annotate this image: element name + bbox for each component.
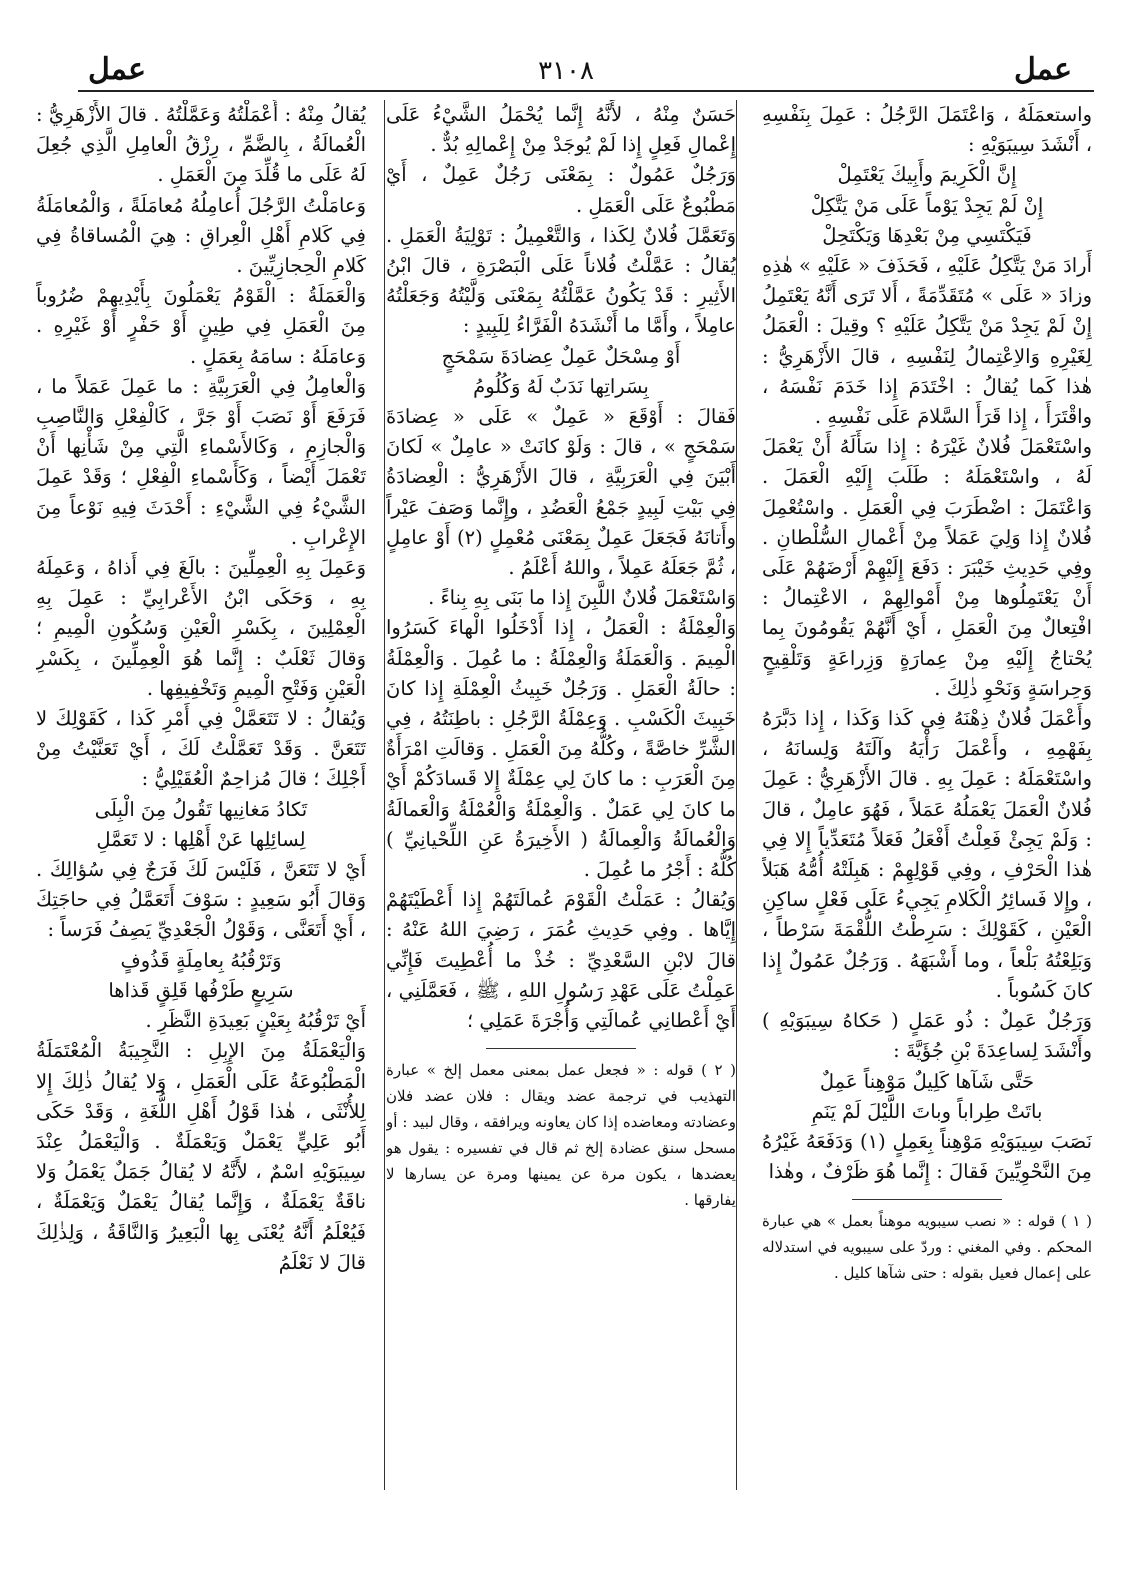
entry-paragraph: أَيْ لا تَتَعَنَّ ، فَلَيْسَ لَكَ فَرَجٌ فِي سُؤالِكَ . وَقالَ أَبُو سَعِيدٍ : سَوْفَ أَتَعَمَّلُ فِي حاجَتِكَ ، أَيْ أَتَعَنَّى ، وَقَوْلُ الْجَعْدِيِّ يَصِفُ فَرَساً : <box>36 858 366 942</box>
column-left <box>36 100 366 1500</box>
entry-paragraph: وَاسْتَعْمَلَ فُلانٌ اللَّبِنَ إِذا ما بَنَى بِهِ بِناءً . <box>428 586 736 610</box>
column-separator <box>384 100 385 1490</box>
running-head-left: عمل <box>88 52 146 87</box>
running-head-right: عمل <box>1014 52 1072 87</box>
entry-paragraph: وَتَعَمَّلَ فُلانٌ لِكَذا ، وَالتَّعْمِيلُ : تَوْلِيَةُ الْعَمَلِ . يُقالُ : عَمَّلْتُ فُلاناً عَلَى الْبَصْرَةِ ، قالَ ابْنُ الأَثِيرِ : قَدْ يَكُونُ عَمَّلْتُهُ بِمَعْنَى وَلَّيْتُهُ وَجَعَلْتُهُ عامِلاً ، وأَمَّا ما أَنْشَدَهُ الْفَرَّاءُ لِلَبِيدٍ : <box>386 223 736 338</box>
entry-paragraph: أَيْ تَرْقُبُهُ بِعَيْنٍ بَعِيدَةِ النَّظَرِ . <box>145 1009 366 1033</box>
column-right <box>762 100 1092 1500</box>
entry-paragraph: وَعامَلْتُ الرَّجُلَ أُعامِلُهُ مُعامَلَةً ، وَالْمُعامَلَةُ فِي كَلامِ أَهْلِ الْعِراقِ : هِيَ الْمُساقاةُ فِي كَلامِ الْحِجازِيِّينَ . <box>36 193 366 278</box>
verse-line: إِنْ لَمْ يَجِدْ يَوْماً عَلَى مَنْ يَتَّكِلْ <box>810 193 1044 217</box>
footnote: ( ١ ) قوله : « نصب سيبويه موهناً بعمل » هي عبارة المحكم . وفي المغني : وردّ على سيبويه في استدلاله على إعمال فعيل بقوله : حتى شآها كليل . <box>762 1212 1092 1283</box>
entry-paragraph: حَسَنٌ مِنْهُ ، لأَنَّهُ إِنَّما يُحْمَلُ الشَّيْءُ عَلَى إِعْمالِ فَعِلٍ إِذا لَمْ يُوجَدْ مِنْ إِعْمالِهِ بُدٌّ . <box>386 103 736 157</box>
entry-paragraph: واستعمَلَهُ ، وَاعْتَمَلَ الرَّجُلُ : عَمِلَ بِنَفْسِهِ ، أَنْشَدَ سِيبَوَيْهِ : <box>762 103 1092 157</box>
footnote-rule <box>486 1048 636 1049</box>
footnote: ( ٢ ) قوله : « فجعل عمل بمعنى معمل إلخ » عبارة التهذيب في ترجمة عضد ويقال : فلان عضد فلان وعضادته ومعاضده إذا كان يعاونه ويرافقه ، وقال لبيد : أو مسحل سنق عضادة إلخ ثم قال في تفسيره : يقول هو يعضدها ، يكون مرة عن يمينها ومرة عن يسارها لا يفارقها . <box>386 1061 736 1210</box>
entry-paragraph: وَالْعَمَلَةُ : الْقَوْمُ يَعْمَلُونَ بِأَيْدِيهِمْ ضُرُوباً مِنَ الْعَمَلِ فِي طِينٍ أَوْ حَفْرٍ أَوْ غَيْرِهِ . وَعامَلَهُ : سامَهُ بِعَمَلٍ . <box>36 284 366 368</box>
entry-paragraph: وَالْعامِلُ فِي الْعَرَبِيَّةِ : ما عَمِلَ عَمَلاً ما ، فَرَفَعَ أَوْ نَصَبَ أَوْ جَرَّ ، كَالْفِعْلِ وَالنَّاصِبِ وَالْجازِمِ ، وَكَالأَسْماءِ الَّتِي مِنْ شَأْنِها أَنْ تَعْمَلَ أَيْضاً ، وَكَأَسْماءِ الْفِعْلِ ؛ وَقَدْ عَمِلَ الشَّيْءُ فِي الشَّيْءِ : أَحْدَثَ فِيهِ نَوْعاً مِنَ الإِعْرابِ . <box>36 374 366 549</box>
verse-line: أَوْ مِسْحَلٌ عَمِلٌ عِضادَةَ سَمْحَجٍ <box>441 344 681 368</box>
verse-line: تَكادُ مَغانِيها تَقُولُ مِنَ الْبِلَى <box>94 797 308 821</box>
verse-line: إِنَّ الْكَرِيمَ وأَبِيكَ يَعْتَمِلْ <box>837 163 1017 187</box>
entry-paragraph: يُقالُ مِنْهُ : أَعْمَلْتُهُ وَعَمَّلْتُهُ . قالَ الأَزْهَرِيُّ : الْعُمالَةُ ، بِالضَّمِّ ، رِزْقُ الْعامِلِ الَّذِي جُعِلَ لَهُ عَلَى ما قُلِّدَ مِنَ الْعَمَلِ . <box>36 103 366 187</box>
verse-line: لِسائِلِها عَنْ أَهْلِها : لا تَعَمَّلِ <box>96 827 306 851</box>
verse-line: وَتَرْقُبُهُ بِعامِلَةٍ قَذُوفٍ <box>120 948 282 972</box>
column-middle <box>386 100 736 1500</box>
entry-paragraph: وَعَمِلَ بِهِ الْعِمِلِّينَ : بالَغَ فِي أَذاهُ ، وَعَمِلَهُ بِهِ ، وَحَكَى ابْنُ الأَعْرابِيِّ : عَمِلَ بِهِ الْعِمْلِينَ ، بِكَسْرِ الْعَيْنِ وَسُكُونِ الْمِيمِ ؛ وَقالَ ثَعْلَبٌ : إِنَّما هُوَ الْعِمِلِّينَ ، بِكَسْرِ الْعَيْنِ وَفَتْحِ الْمِيمِ وَتَخْفِيفِها . <box>36 556 366 700</box>
column-separator <box>736 100 737 1490</box>
verse-line: فَيَكْتَسِي مِنْ بَعْدِهَا وَيَكْتَحِلْ <box>822 223 1032 247</box>
entry-paragraph: فَقالَ : أَوْقَعَ « عَمِلٌ » عَلَى « عِضادَةَ سَمْحَجٍ » ، قالَ : وَلَوْ كانَتْ « عامِلٌ » لَكانَ أَبْيَنَ فِي الْعَرَبِيَّةِ ، قالَ الأَزْهَرِيُّ : الْعِضادَةُ فِي بَيْتِ لَبِيدٍ جَمْعُ الْعَضُدِ ، وإِنَّما وَصَفَ عَيْراً وأَتانَهُ فَجَعَلَ عَمِلٌ بِمَعْنَى مُعْمِلٍ (٢) أَوْ عامِلٍ ، ثُمَّ جَعَلَهُ عَمِلاً ، واللهُ أَعْلَمُ . <box>386 405 736 580</box>
header-rule <box>78 90 1094 92</box>
entry-paragraph: وَيُقالُ : لا تَتَعَمَّلْ فِي أَمْرِ كَذا ، كَقَوْلِكَ لا تَتَعَنَّ . وَقَدْ تَعَمَّلْتُ لَكَ ، أَيْ تَعَنَّيْتُ مِنْ أَجْلِكَ ؛ قالَ مُزاحِمٌ الْعُقَيْلِيُّ : <box>36 707 366 791</box>
entry-paragraph: أَرادَ مَنْ يَتَّكِلُ عَلَيْهِ ، فَحَذَفَ « عَلَيْهِ » هٰذِهِ وزادَ « عَلَى » مُتَقَدِّمَةً ، أَلا تَرَى أَنَّهُ يَعْتَمِلُ إِنْ لَمْ يَجِدْ مَنْ يَتَّكِلُ عَلَيْهِ ؟ وقِيلَ : الْعَمَلُ لِغَيْرِهِ وَالاِعْتِمالُ لِنَفْسِهِ ، قالَ الأَزْهَرِيُّ : هٰذا كَما يُقالُ : اخْتَدَمَ إِذا خَدَمَ نَفْسَهُ ، واقْتَرَأَ ، إِذا قَرَأَ السَّلامَ عَلَى نَفْسِهِ . <box>762 254 1092 429</box>
entry-paragraph: وَالْعِمْلَةُ : الْعَمَلُ ، إِذا أَدْخَلُوا الْهاءَ كَسَرُوا الْمِيمَ . وَالْعَمَلَةُ وَالْعِمْلَةُ : ما عُمِلَ . وَالْعِمْلَةُ : حالَةُ الْعَمَلِ . وَرَجُلٌ خَبِيثُ الْعِمْلَةِ إِذا كانَ خَبِيثَ الْكَسْبِ . وَعِمْلَةُ الرَّجُلِ : باطِنَتُهُ ، فِي الشَّرِّ خاصَّةً ، وكُلُّهُ مِنَ الْعَمَلِ . وَقالَتِ امْرَأَةٌ مِنَ الْعَرَبِ : ما كانَ لِي عِمْلَةٌ إِلا قَسادَكُمْ أَيْ ما كانَ لِي عَمَلٌ . وَالْعِمْلَةُ وَالْعُمْلَةُ وَالْعَمالَةُ وَالْعُمالَةُ وَالْعِمالَةُ ( الأَخِيرَةُ عَنِ اللِّحْيانِيِّ ) كُلُّهُ : أَجْرُ ما عُمِلَ . <box>386 616 736 882</box>
entry-paragraph: وأَعْمَلَ فُلانٌ ذِهْنَهُ فِي كَذا وَكَذا ، إِذا دَبَّرَهُ بِفَهْمِهِ ، وأَعْمَلَ رَأْيَهُ وآلَتَهُ وَلِسانَهُ ، واسْتَعْمَلَهُ : عَمِلَ بِهِ . قالَ الأَزْهَرِيُّ : عَمِلَ فُلانٌ الْعَمَلَ يَعْمَلُهُ عَمَلاً ، فَهُوَ عامِلٌ ، قالَ : وَلَمْ يَجِئْ فَعِلْتُ أَفْعَلُ فَعَلاً مُتَعَدِّياً إِلا فِي هٰذا الْحَرْفِ ، وفِي قَوْلِهِمْ : هَبِلَتْهُ أُمُّهُ هَبَلاً ، وإِلا فَسائِرُ الْكَلامِ يَجِيءُ عَلَى فَعْلٍ ساكِنِ الْعَيْنِ ، كَقَوْلِكَ : سَرِطْتُ اللُّقْمَةَ سَرْطاً ، وَبَلِعْتُهُ بَلْعاً ، وما أَشْبَهَهُ . وَرَجُلٌ عَمُولٌ إِذا كانَ كَسُوباً . <box>762 707 1092 1002</box>
entry-paragraph: واسْتَعْمَلَ فُلانٌ غَيْرَهُ : إِذا سَأَلَهُ أَنْ يَعْمَلَ لَهُ ، واسْتَعْمَلَهُ : طَلَبَ إِلَيْهِ الْعَمَلَ . وَاعْتَمَلَ : اضْطَرَبَ فِي الْعَمَلِ . واسْتُعْمِلَ فُلانٌ إِذا وَلِيَ عَمَلاً مِنْ أَعْمالِ السُّلْطانِ . وفِي حَدِيثِ خَيْبَرَ : دَفَعَ إِلَيْهِمْ أَرْضَهُمْ عَلَى أَنْ يَعْتَمِلُوها مِنْ أَمْوالِهِمْ ، الاعْتِمالُ : افْتِعالٌ مِنَ الْعَمَلِ ، أَيْ أَنَّهُمْ يَقُومُونَ بِما يُحْتاجُ إِلَيْهِ مِنْ عِمارَةٍ وَزِراعَةٍ وَتَلْقِيحٍ وَحِراسَةٍ وَنَحْوِ ذٰلِكَ . <box>762 435 1092 700</box>
verse-line: باتَتْ طِراباً وباتَ اللَّيْلَ لَمْ يَنَمِ <box>811 1099 1043 1123</box>
entry-paragraph: وَالْيَعْمَلَةُ مِنَ الإِبِلِ : النَّجِيبَةُ الْمُعْتَمَلَةُ الْمَطْبُوعَةُ عَلَى الْعَمَلِ ، وَلا يُقالُ ذٰلِكَ إِلا لِلأُنْثَى ، هٰذا قَوْلُ أَهْلِ اللُّغَةِ ، وَقَدْ حَكَى أَبُو عَلِيٍّ يَعْمَلٌ وَيَعْمَلَةٌ . وَالْيَعْمَلُ عِنْدَ سِيبَوَيْهِ اسْمٌ ، لأَنَّهُ لا يُقالُ جَمَلٌ يَعْمَلُ وَلا ناقَةٌ يَعْمَلَةٌ ، وَإِنَّما يُقالُ يَعْمَلٌ وَيَعْمَلَةٌ ، فَيُعْلَمُ أَنَّهُ يُعْنَى بِها الْبَعِيرُ وَالنَّاقَةُ ، وَلِذٰلِكَ قالَ لا نَعْلَمُ <box>36 1039 366 1274</box>
footnote-rule <box>852 1199 1002 1200</box>
entry-paragraph: نَصَبَ سِيبَوَيْهِ مَوْهِناً بِعَمِلٍ (١) وَدَفَعَهُ غَيْرُهُ مِنَ النَّحْوِيِّينَ فَقالَ : إِنَّما هُوَ ظَرْفٌ ، وهٰذا <box>762 1129 1092 1184</box>
verse-line: سَرِيعٍ طَرْفُها قَلِقٍ قَذاها <box>108 978 294 1002</box>
entry-paragraph: وَيُقالُ : عَمَلْتُ الْقَوْمَ عُمالَتَهُمْ إِذا أَعْطَيْتَهُمْ إِيَّاها . وفِي حَدِيثِ عُمَرَ ، رَضِيَ اللهُ عَنْهُ : قالَ لابْنِ السَّعْدِيِّ : خُذْ ما أُعْطِيتَ فَإِنِّي عَمِلْتُ عَلَى عَهْدِ رَسُولِ اللهِ ، ﷺ ، فَعَمَّلَنِي ، أَيْ أَعْطانِي عُمالَتِي وَأُجْرَةَ عَمَلِي ؛ <box>386 888 736 1033</box>
entry-paragraph: وَرَجُلٌ عَمِلٌ : ذُو عَمَلٍ ( حَكاهُ سِيبَوَيْهِ ) وأَنْشَدَ لِساعِدَةَ بْنِ جُؤَيَّةَ : <box>762 1009 1092 1063</box>
verse-line: حَتَّى شَآها كَلِيلٌ مَوْهِناً عَمِلٌ <box>819 1069 1035 1093</box>
verse-line: بِسَراتِها نَدَبٌ لَهُ وَكُلُومُ <box>473 374 649 398</box>
page-number: ٣١٠٨ <box>538 56 594 86</box>
entry-paragraph: وَرَجُلٌ عَمُولٌ : بِمَعْنَى رَجُلٌ عَمِلٌ ، أَيْ مَطْبُوعٌ عَلَى الْعَمَلِ . <box>386 163 736 217</box>
